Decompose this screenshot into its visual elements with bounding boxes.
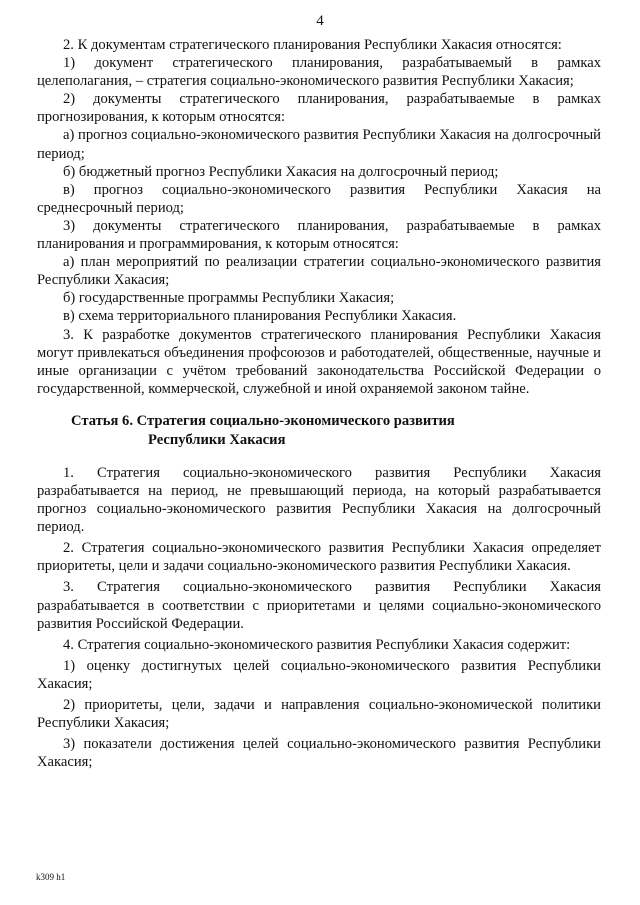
paragraph-6-2: 2. Стратегия социально-экономического развития Республики Хакасия определяет приоритеты, цели и задачи социально-экономического развития Республики Хакасия. [37, 540, 601, 575]
article-6-heading [37, 412, 601, 450]
list-item-5-2-2-c: в) прогноз социально-экономического развития Республики Хакасия на среднесрочный период; [37, 181, 601, 216]
paragraph-6-4: 4. Стратегия социально-экономического развития Республики Хакасия содержит: [63, 636, 571, 653]
list-item-6-4-2: 2) приоритеты, цели, задачи и направления социально-экономической политики Республики Хакасия; [37, 697, 601, 732]
list-item-6-4-3: 3) показатели достижения целей социально-экономического развития Республики Хакасия; [37, 736, 601, 771]
list-item-5-2-1: 1) документ стратегического планирования, разрабатываемый в рамках целеполагания, – стратегия социально-экономического развития Республики Хакасия; [37, 55, 601, 90]
list-item-5-2-2-b: б) бюджетный прогноз Республики Хакасия на долгосрочный период; [63, 163, 499, 180]
list-item-5-2-2: 2) документы стратегического планирования, разрабатываемые в рамках прогнозирования, к которым относятся: [37, 91, 601, 126]
list-item-5-2-3-b: б) государственные программы Республики Хакасия; [63, 290, 395, 307]
list-item-5-2-2-a: а) прогноз социально-экономического развития Республики Хакасия на долгосрочный период; [37, 127, 601, 162]
article-6-heading-line-1: Статья 6. Стратегия социально-экономического развития [71, 412, 455, 429]
list-item-5-2-3-a: а) план мероприятий по реализации стратегии социально-экономического развития Республики Хакасия; [37, 254, 601, 289]
paragraph-6-1: 1. Стратегия социально-экономического развития Республики Хакасия разрабатывается на период, не превышающий периода, на который разрабатывается прогноз социально-экономического развития Республики Хакасия на долгосрочный период. [37, 464, 601, 536]
paragraph-6-3: 3. Стратегия социально-экономического развития Республики Хакасия разрабатывается в соответствии с приоритетами и целями социально-экономического развития Российской Федерации. [37, 579, 601, 632]
paragraph-5-3: 3. К разработке документов стратегического планирования Республики Хакасия могут привлекаться объединения профсоюзов и работодателей, общественные, научные и иные организации с учётом требований законодательства Российской Федерации о государственной, коммерческой, служебной и иной охраняемой законом тайне. [37, 326, 601, 397]
document-body [37, 36, 601, 771]
list-item-5-2-3: 3) документы стратегического планирования, разрабатываемые в рамках планирования и программирования, к которым относятся: [37, 217, 601, 253]
paragraph-5-2: 2. К документам стратегического планирования Республики Хакасия относятся: [63, 37, 562, 53]
page-number: 4 [316, 13, 324, 29]
list-item-5-2-3-c: в) схема территориального планирования Республики Хакасия. [63, 308, 457, 325]
list-item-6-4-1: 1) оценку достигнутых целей социально-экономического развития Республики Хакасия; [37, 657, 601, 692]
footer-code: k309 h1 [36, 872, 66, 882]
article-6-heading-line-2: Республики Хакасия [148, 431, 286, 448]
